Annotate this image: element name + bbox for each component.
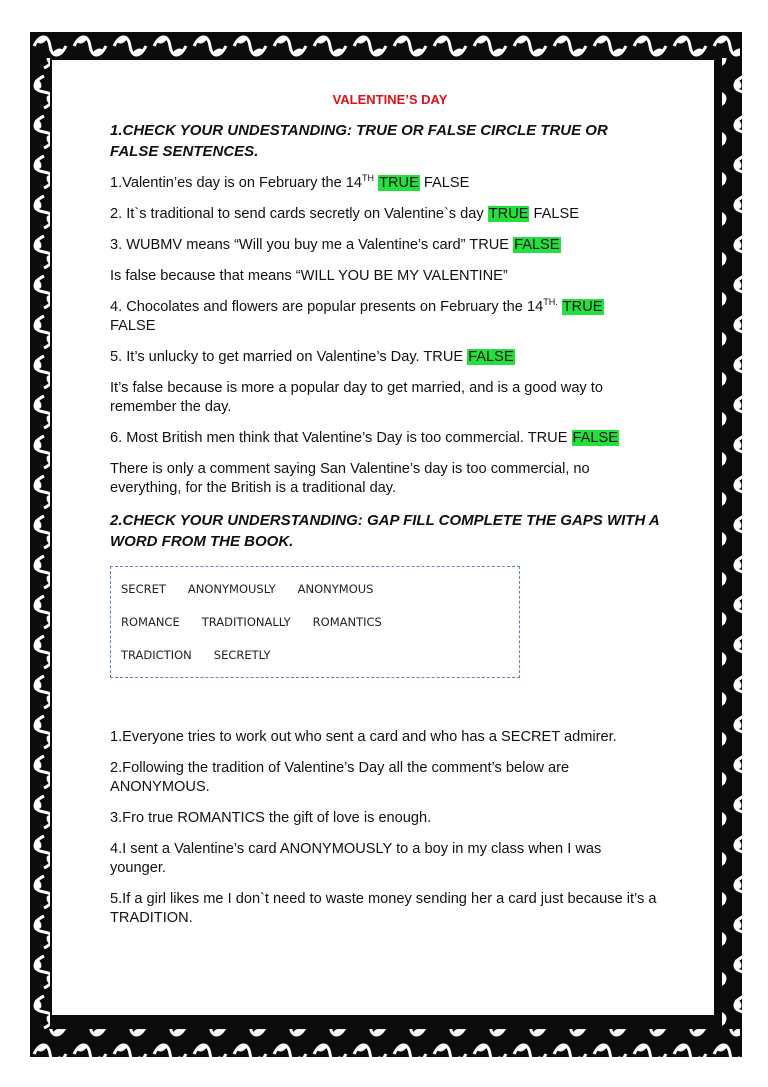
word-bank-word: ROMANTICS [312,615,382,629]
answer-highlight: TRUE [379,175,419,191]
word-bank-row [121,573,509,606]
answer-highlight: FALSE [514,237,560,253]
answer-highlight: TRUE [562,299,603,315]
word-bank-box [110,566,520,678]
gap-fill-list [110,728,660,928]
gap-fill-sentence: 3.Fro true ROMANTICS the gift of love is enough. [110,810,432,826]
word-bank-row [121,639,509,672]
tf-item-6: 6. Most British men think that Valentine’s Day is too commercial. TRUE FALSE [110,430,618,446]
tf-explanation-3: Is false because that means “WILL YOU BE MY VALENTINE” [110,268,508,284]
word-bank-word: ANONYMOUS [297,582,374,596]
section2-heading: 2.CHECK YOUR UNDERSTANDING: GAP FILL COMPLETE THE GAPS WITH A WORD FROM THE BOOK. [110,512,660,550]
tf-explanation-6: There is only a comment saying San Valentine’s day is too commercial, no everything, for the British is a traditional day. [110,461,590,496]
tf-item-5: 5. It’s unlucky to get married on Valentine’s Day. TRUE FALSE [110,349,514,365]
word-bank-word: SECRET [121,582,166,596]
section1-heading: 1.CHECK YOUR UNDESTANDING: TRUE OR FALSE CIRCLE TRUE OR FALSE SENTENCES. [110,122,608,160]
worksheet-content [110,90,660,940]
tf-explanation-5: It’s false because is more a popular day to get married, and is a good way to remember the day. [110,380,603,415]
word-bank-word: TRADICTION [121,648,192,662]
page-title: VALENTINE’S DAY [332,92,448,107]
tf-item-3: 3. WUBMV means “Will you buy me a Valentine’s card” TRUE FALSE [110,237,560,253]
word-bank-word: SECRETLY [213,648,271,662]
answer-highlight: TRUE [488,206,529,222]
gap-fill-sentence: 5.If a girl likes me I don`t need to waste money sending her a card just because it’s a TRADITION. [110,891,657,926]
tf-item-2: 2. It`s traditional to send cards secretly on Valentine`s day TRUE FALSE [110,206,579,222]
tf-item-1: 1.Valentin’es day is on February the 14TH TRUE FALSE [110,173,470,191]
word-bank-word: ANONYMOUSLY [187,582,276,596]
word-bank-row [121,606,509,639]
tf-item-4: 4. Chocolates and flowers are popular presents on February the $14^{TH.}$ TRUE FALSE [110,297,603,334]
gap-fill-sentence: 2.Following the tradition of Valentine’s Day all the comment’s below are ANONYMOUS. [110,760,570,795]
gap-fill-sentence: 4.I sent a Valentine’s card ANONYMOUSLY to a boy in my class when I was younger. [110,841,602,876]
word-bank-word: TRADITIONALLY [201,615,291,629]
answer-highlight: FALSE [468,349,514,365]
word-bank-word: ROMANCE [121,615,180,629]
answer-highlight: FALSE [572,430,618,446]
gap-fill-sentence: 1.Everyone tries to work out who sent a card and who has a SECRET admirer. [110,729,617,745]
